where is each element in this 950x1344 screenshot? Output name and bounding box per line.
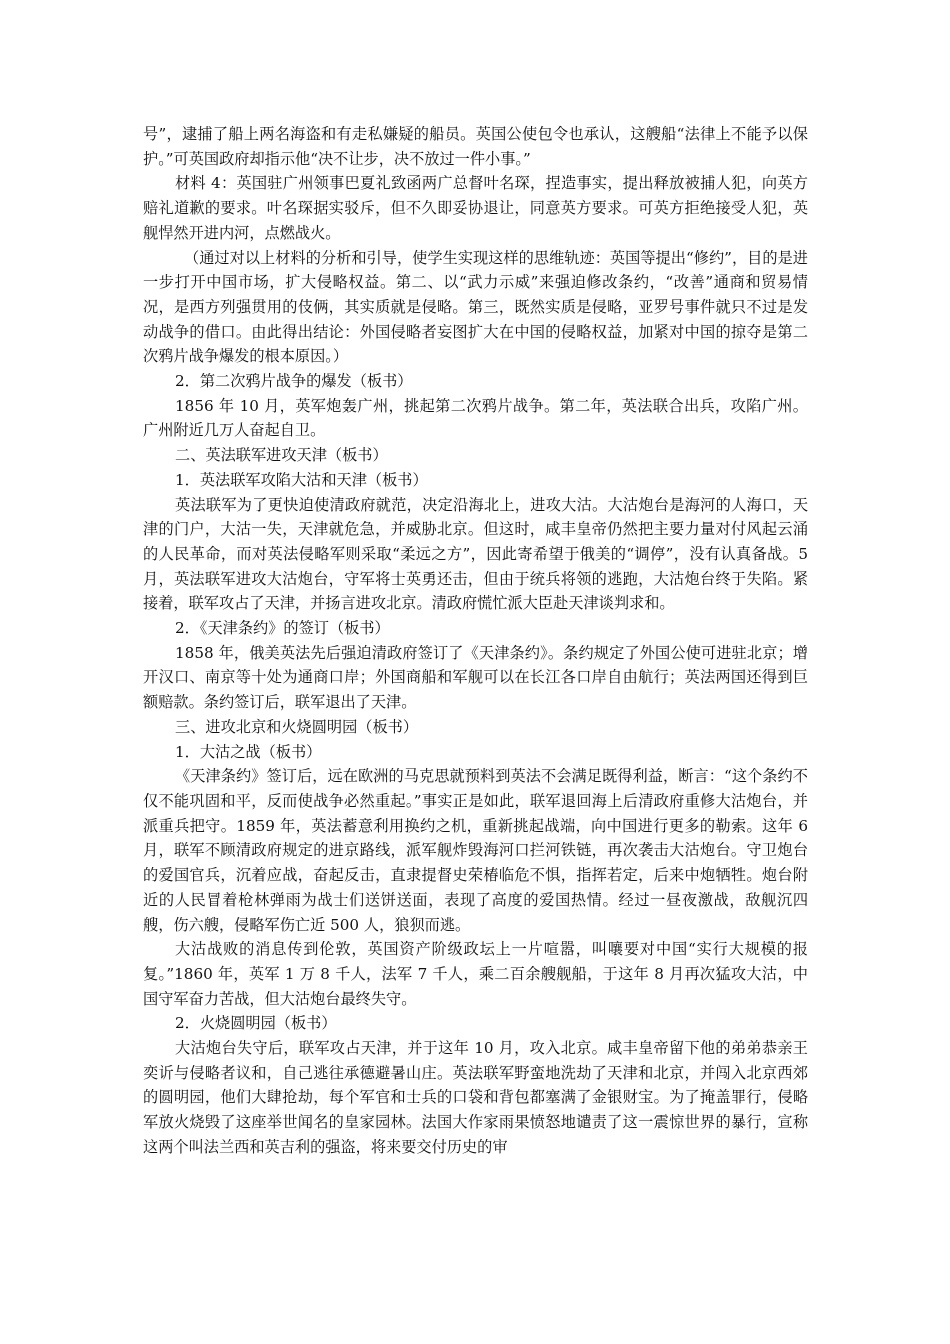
heading-treaty-tianjin: 2．《天津条约》的签订（板书） <box>175 619 390 638</box>
paragraph-material-4: 材料 4：英国驻广州领事巴夏礼致函两广总督叶名琛，捏造事实，提出释放被捕人犯，向英方赔礼道歉的要求。叶名琛据实驳斥，但不久即妥协退让，同意英方要求。可英方拒绝接受人犯，英舰悍然开进内河，点燃战火。 <box>143 174 808 242</box>
paragraph-1858-treaty: 1858 年，俄美英法先后强迫清政府签订了《天津条约》。条约规定了外国公使可进驻北京；增开汉口、南京等十处为通商口岸；外国商船和军舰可以在长江各口岸自由航行；英法两国还得到巨额赔款。条约签订后，联军退出了天津。 <box>143 643 808 712</box>
heading-war-outbreak: 2．第二次鸦片战争的爆发（板书） <box>175 372 413 391</box>
paragraph-continuation: 号”，逮捕了船上两名海盗和有走私嫌疑的船员。英国公使包令也承认，这艘船“法律上不能予以保护。”可英国政府却指示他“决不让步，决不放过一件小事。” <box>143 125 808 168</box>
paragraph-battle-dagu: 《天津条约》签订后，远在欧洲的马克思就预料到英法不会满足既得利益，断言：“这个条约不仅不能巩固和平，反而使战争必然重起。”事实正是如此，联军退回海上后清政府重修大沽炮台，并派重兵把守。1859 年，英法蓄意利用换约之机，重新挑起战端，向中国进行更多的勒索。这年 6 月，联军不顾清政府规定的进京路线，派军舰炸毁海河口拦河铁链，再次袭击大沽炮台。守卫炮台的爱国官兵，沉着应战，奋起反击，直隶提督史荣椿临危不惧，指挥若定，后来中炮牺牲。炮台附近的人民冒着枪林弹雨为战士们送饼送面，表现了高度的爱国热情。经过一昼夜激战，敌舰沉四艘，伤六艘，侵略军伤亡近 500 人，狼狈而逃。 <box>143 767 808 934</box>
paragraph-analysis-note: （通过对以上材料的分析和引导，使学生实现这样的思维轨迹：英国等提出“修约”，目的是进一步打开中国市场，扩大侵略权益。第二、以“武力示威”来强迫修改条约，“改善”通商和贸易情况，是西方列强贯用的伎俩，其实质就是侵略。第三，既然实质是侵略，亚罗号事件就只不过是发动战争的借口。由此得出结论：外国侵略者妄图扩大在中国的侵略权益，加紧对中国的掠夺是第二次鸦片战争爆发的根本原因。） <box>143 248 808 366</box>
paragraph-1856: 1856 年 10 月，英军炮轰广州，挑起第二次鸦片战争。第二年，英法联合出兵，攻陷广州。广州附近几万人奋起自卫。 <box>143 396 808 440</box>
heading-battle-dagu: 1．大沽之战（板书） <box>175 742 322 761</box>
heading-section-2: 二、英法联军进攻天津（板书） <box>175 446 388 465</box>
document-page <box>143 122 808 1160</box>
heading-section-3: 三、进攻北京和火烧圆明园（板书） <box>175 717 418 736</box>
paragraph-1860: 大沽战败的消息传到伦敦，英国资产阶级政坛上一片喧嚣，叫嚷要对中国“实行大规模的报复。”1860 年，英军 1 万 8 千人，法军 7 千人，乘二百余艘舰船，于这年 8 月再次猛攻大沽，中国守军奋力苦战，但大沽炮台最终失守。 <box>143 940 808 1008</box>
paragraph-dagu-attack: 英法联军为了更快迫使清政府就范，决定沿海北上，进攻大沽。大沽炮台是海河的人海口，天津的门户，大沽一失，天津就危急，并威胁北京。但这时，咸丰皇帝仍然把主要力量对付风起云涌的人民革命，而对英法侵略军则采取“柔远之方”，因此寄希望于俄美的“调停”，没有认真备战。5 月，英法联军进攻大沽炮台，守军将士英勇还击，但由于统兵将领的逃跑，大沽炮台终于失陷。紧接着，联军攻占了天津，并扬言进攻北京。清政府慌忙派大臣赴天津谈判求和。 <box>143 495 808 613</box>
heading-capture-dagu-tianjin: 1．英法联军攻陷大沽和天津（板书） <box>175 470 428 489</box>
heading-yuanmingyuan: 2．火烧圆明园（板书） <box>175 1014 337 1033</box>
paragraph-yuanmingyuan: 大沽炮台失守后，联军攻占天津，并于这年 10 月，攻入北京。咸丰皇帝留下他的弟弟恭亲王奕䜣与侵略者议和，自己逃往承德避暑山庄。英法联军野蛮地洗劫了天津和北京，并闯入北京西郊的圆明园，他们大肆抢劫，每个军官和士兵的口袋和背包都塞满了金银财宝。为了掩盖罪行，侵略军放火烧毁了这座举世闻名的皇家园林。法国大作家雨果愤怒地谴责了这一震惊世界的暴行，宣称这两个叫法兰西和英吉利的强盗，将来要交付历史的审 <box>143 1039 808 1156</box>
